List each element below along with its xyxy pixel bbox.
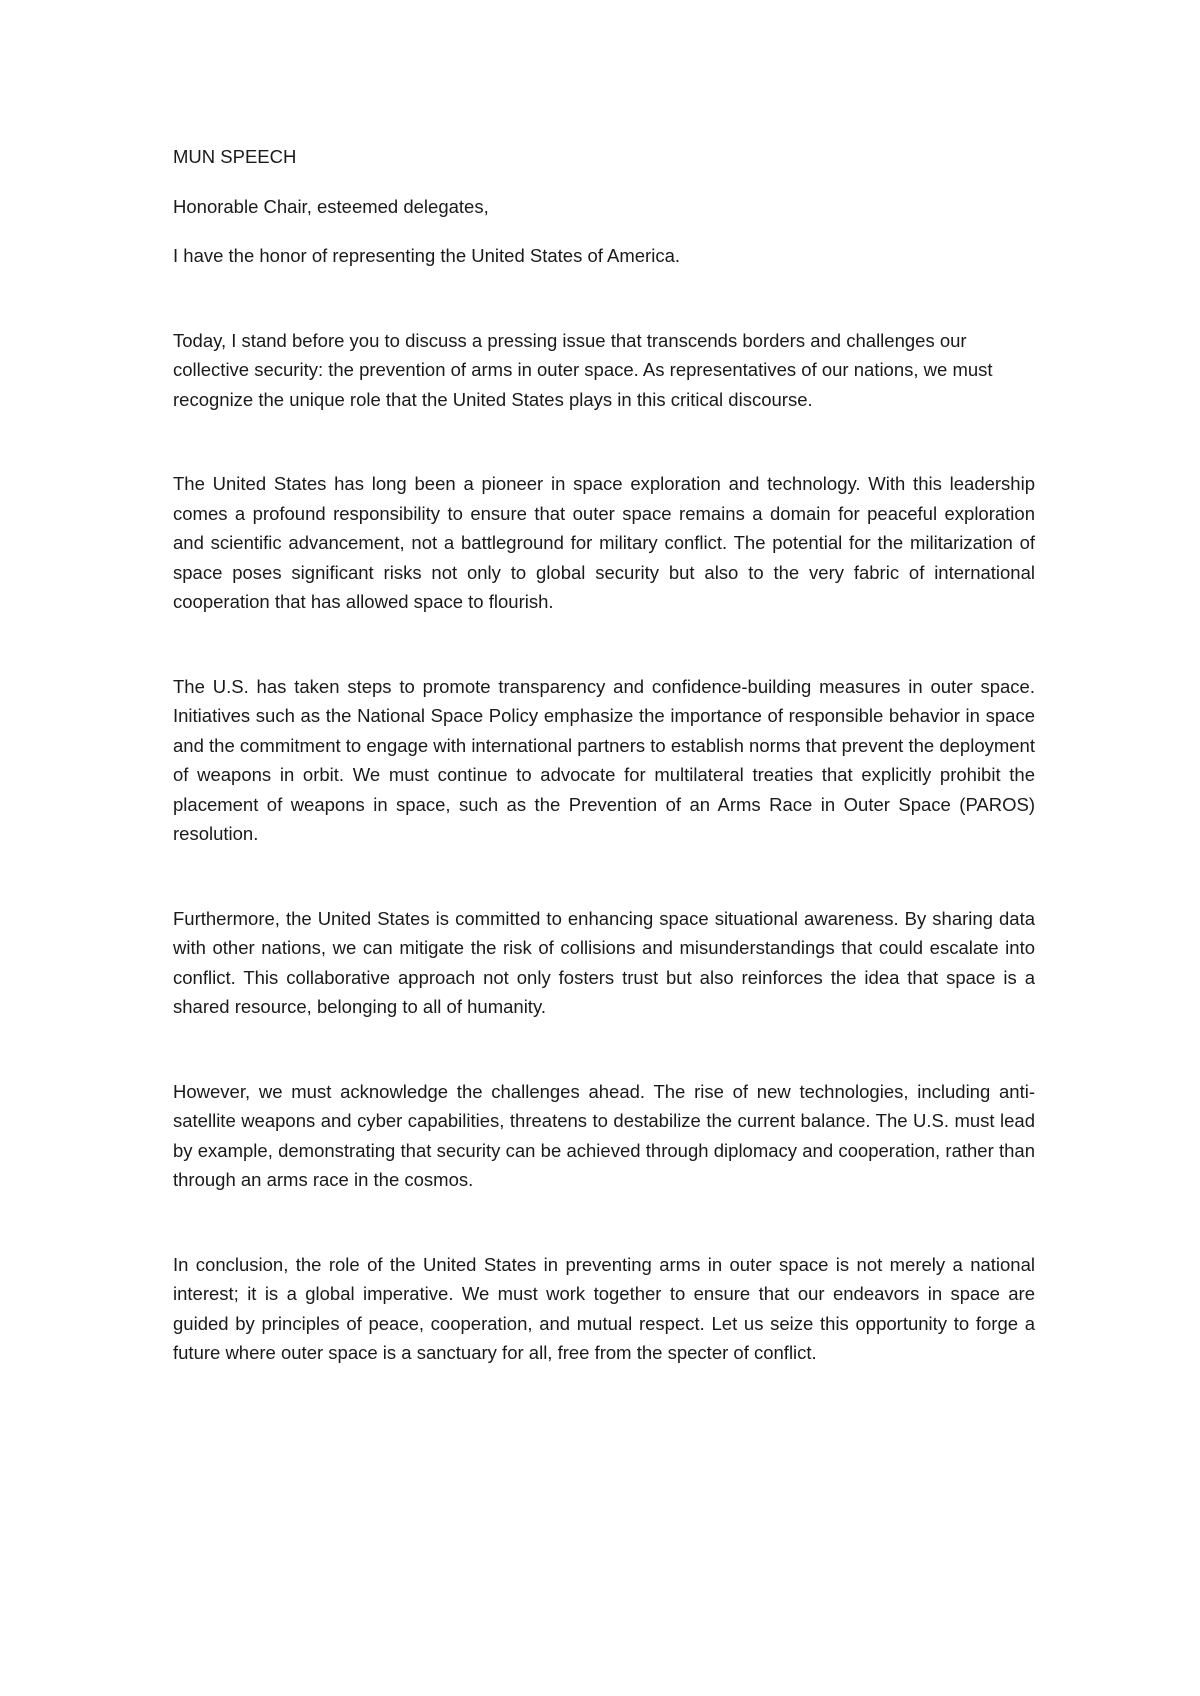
- paragraph-2: The United States has long been a pioneer in space exploration and technology. With this leadership comes a profound responsibility to ensure that outer space remains a domain for peaceful exploration and scientific advancement, not a battleground for military conflict. The potential for the militarization of space poses significant risks not only to global security but also to the very fabric of international cooperation that has allowed space to flourish.: [173, 473, 1035, 612]
- document-body: [173, 142, 1035, 1368]
- salutation-line: Honorable Chair, esteemed delegates,: [173, 195, 489, 217]
- document-heading: MUN SPEECH: [173, 146, 297, 167]
- paragraph-1: Today, I stand before you to discuss a pressing issue that transcends borders and challenges our collective security: the prevention of arms in outer space. As representatives of our nations, we must recognize the unique role that the United States plays in this critical discourse.: [173, 329, 993, 410]
- paragraph-6: In conclusion, the role of the United States in preventing arms in outer space is not merely a national interest; it is a global imperative. We must work together to ensure that our endeavors in space are guided by principles of peace, cooperation, and mutual respect. Let us seize this opportunity to forge a future where outer space is a sanctuary for all, free from the specter of conflict.: [173, 1253, 1035, 1363]
- intro-line: I have the honor of representing the United States of America.: [173, 245, 680, 266]
- paragraph-4: Furthermore, the United States is committed to enhancing space situational awareness. By sharing data with other nations, we can mitigate the risk of collisions and misunderstandings that could escalate into conflict. This collaborative approach not only fosters trust but also reinforces the idea that space is a shared resource, belonging to all of humanity.: [173, 907, 1035, 1017]
- paragraph-3: The U.S. has taken steps to promote transparency and confidence-building measures in outer space. Initiatives such as the National Space Policy emphasize the importance of responsible behavior in space and the commitment to engage with international partners to establish norms that prevent the deployment of weapons in orbit. We must continue to advocate for multilateral treaties that explicitly prohibit the placement of weapons in space, such as the Prevention of an Arms Race in Outer Space (PAROS) resolution.: [173, 675, 1035, 844]
- paragraph-5: However, we must acknowledge the challenges ahead. The rise of new technologies, including anti-satellite weapons and cyber capabilities, threatens to destabilize the current balance. The U.S. must lead by example, demonstrating that security can be achieved through diplomacy and cooperation, rather than through an arms race in the cosmos.: [173, 1080, 1035, 1190]
